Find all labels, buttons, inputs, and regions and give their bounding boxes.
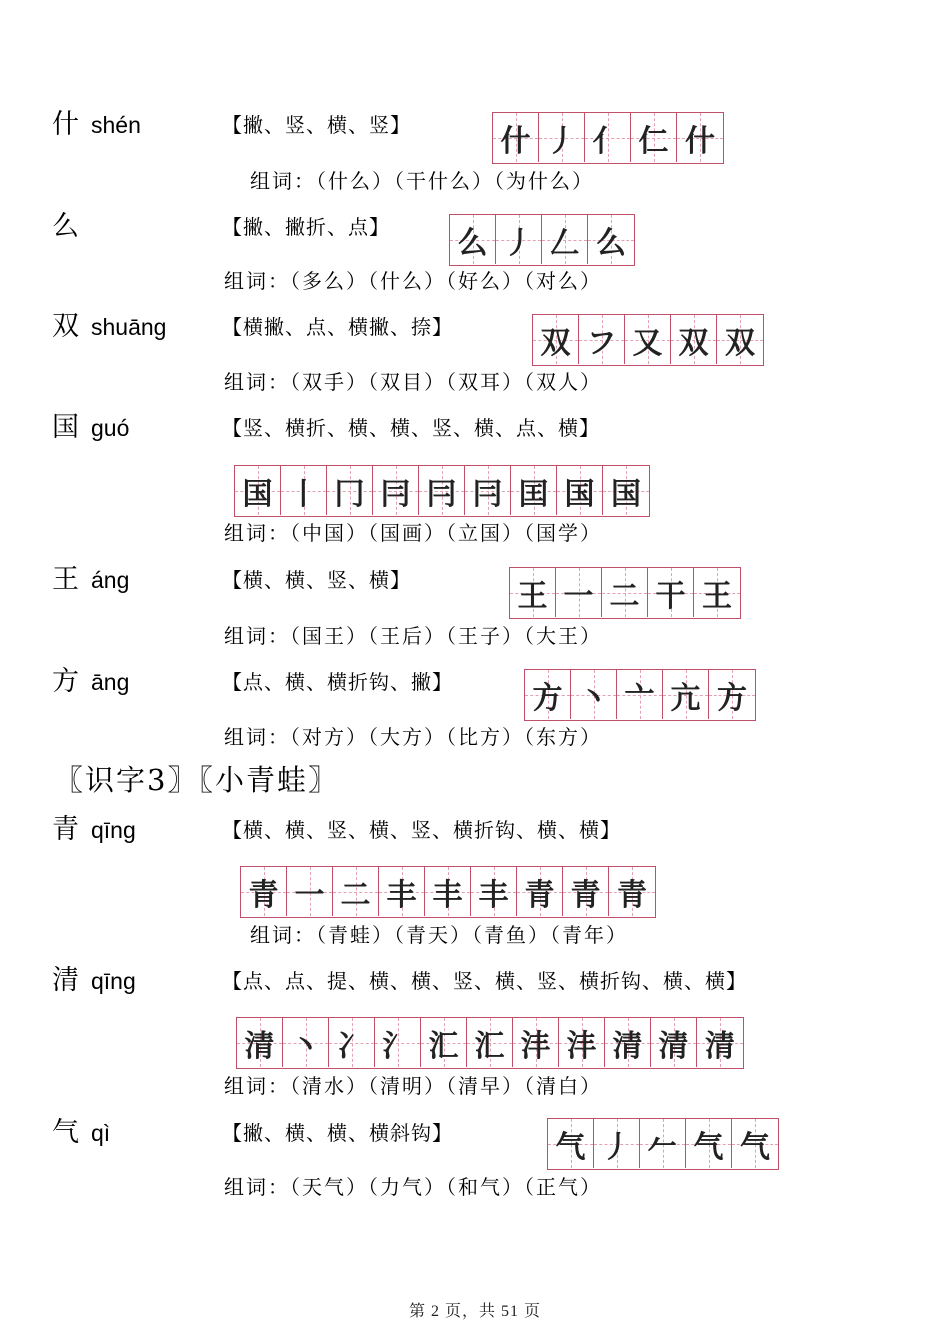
grid-cell-glyph: 丰 (386, 877, 417, 913)
grid-cell (533, 315, 579, 364)
stroke-grid (234, 465, 650, 517)
entry-char-me (52, 210, 91, 244)
grid-cell (686, 1119, 732, 1168)
grid-cell (496, 215, 542, 264)
grid-cell-glyph: 冂 (334, 476, 365, 512)
grid-cell-glyph: 清 (244, 1028, 275, 1064)
grid-cell (732, 1119, 778, 1168)
char-glyph: 方 (52, 666, 79, 697)
grid-cell (511, 466, 557, 515)
stroke-grid (547, 1118, 779, 1170)
entry-char-guo (52, 411, 129, 445)
grid-cell (373, 466, 419, 515)
grid-cell (421, 1018, 467, 1067)
grid-cell (450, 215, 496, 264)
char-pinyin: qīng (91, 817, 136, 843)
grid-cell-glyph: 丿 (546, 123, 577, 159)
grid-cell-glyph: 丨 (288, 476, 319, 512)
entry-char-fang (52, 665, 129, 699)
grid-cell (648, 568, 694, 617)
entry-char-qing-clear (52, 964, 136, 998)
grid-cell-glyph: 汇 (474, 1028, 505, 1064)
grid-cell (603, 466, 649, 515)
grid-cell (694, 568, 740, 617)
char-pinyin: shuāng (91, 314, 167, 340)
grid-cell-glyph: 丰 (478, 877, 509, 913)
grid-cell (237, 1018, 283, 1067)
grid-cell-glyph: 丰 (432, 877, 463, 913)
grid-cell-glyph: 双 (678, 325, 709, 361)
grid-cell (579, 315, 625, 364)
grid-cell (594, 1119, 640, 1168)
grid-cell (375, 1018, 421, 1067)
grid-cell-glyph: 双 (725, 325, 755, 361)
stroke-grid (532, 314, 764, 366)
grid-cell (548, 1119, 594, 1168)
grid-cell-glyph: 冃 (380, 476, 411, 512)
grid-cell (640, 1119, 686, 1168)
grid-cell (563, 867, 609, 916)
stroke-order: 【横、横、竖、横】 (222, 568, 411, 592)
grid-cell-glyph: 丶 (578, 680, 609, 716)
grid-cell-glyph: 氵 (382, 1028, 413, 1064)
grid-cell-glyph: 王 (702, 578, 732, 614)
word-list: 组词：（天气）（力气）（和气）（正气） (224, 1175, 602, 1199)
stroke-grid (524, 669, 756, 721)
stroke-grid (492, 112, 724, 164)
grid-cell (602, 568, 648, 617)
char-pinyin: guó (91, 415, 130, 441)
grid-cell-glyph: 气 (555, 1129, 586, 1165)
char-glyph: 青 (52, 814, 79, 845)
grid-cell-glyph: 沣 (520, 1028, 551, 1064)
grid-cell-glyph: 国 (564, 476, 595, 512)
grid-cell-glyph: 气 (740, 1129, 770, 1165)
entry-char-wang (52, 563, 129, 597)
word-list: 组词：（双手）（双目）（双耳）（双人） (224, 370, 602, 394)
grid-cell (631, 113, 677, 162)
grid-cell-glyph: 青 (524, 877, 555, 913)
grid-cell-glyph: フ (586, 325, 617, 361)
grid-cell-glyph: 亻 (592, 123, 623, 159)
char-glyph: 什 (52, 109, 79, 140)
grid-cell-glyph: 青 (570, 877, 601, 913)
grid-cell (517, 867, 563, 916)
char-glyph: 双 (52, 311, 79, 342)
word-list: 组词：（青蛙）（青天）（青鱼）（青年） (250, 923, 628, 947)
grid-cell-glyph: 囯 (518, 476, 549, 512)
grid-cell-glyph: 清 (612, 1028, 643, 1064)
grid-cell (617, 670, 663, 719)
grid-cell-glyph: 丿 (503, 225, 534, 261)
stroke-grid (236, 1017, 744, 1069)
word-list: 组词：（什么）（干什么）（为什么） (250, 169, 594, 193)
grid-cell-glyph: 二 (609, 578, 640, 614)
word-list: 组词：（国王）（王后）（王子）（大王） (224, 624, 602, 648)
grid-cell-glyph: 𠂉 (647, 1129, 678, 1165)
grid-cell-glyph: 么 (457, 225, 488, 261)
stroke-order: 【撇、竖、横、竖】 (222, 113, 411, 137)
grid-cell (556, 568, 602, 617)
grid-cell-glyph: 方 (532, 680, 563, 716)
grid-cell (329, 1018, 375, 1067)
char-pinyin: qì (91, 1120, 111, 1146)
grid-cell-glyph: 仁 (638, 123, 669, 159)
grid-cell-glyph: 么 (596, 225, 626, 261)
stroke-order: 【竖、横折、横、横、竖、横、点、横】 (222, 416, 600, 440)
grid-cell (677, 113, 723, 162)
word-list: 组词：（多么）（什么）（好么）（对么） (224, 269, 602, 293)
grid-cell-glyph: 二 (340, 877, 371, 913)
grid-cell-glyph: 王 (517, 578, 548, 614)
grid-cell-glyph: 冫 (336, 1028, 367, 1064)
grid-cell-glyph: 干 (655, 578, 686, 614)
char-pinyin: shén (91, 112, 141, 138)
grid-cell (585, 113, 631, 162)
grid-cell (697, 1018, 743, 1067)
char-pinyin: áng (91, 567, 130, 593)
grid-cell-glyph: 清 (658, 1028, 689, 1064)
grid-cell (241, 867, 287, 916)
grid-cell-glyph: 什 (500, 123, 531, 159)
grid-cell (625, 315, 671, 364)
grid-cell-glyph: 冃 (472, 476, 503, 512)
grid-cell (542, 215, 588, 264)
grid-cell (525, 670, 571, 719)
grid-cell-glyph: 双 (540, 325, 571, 361)
char-pinyin: āng (91, 669, 130, 695)
grid-cell (465, 466, 511, 515)
word-list: 组词：（清水）（清明）（清早）（清白） (224, 1074, 602, 1098)
grid-cell (283, 1018, 329, 1067)
stroke-grid (509, 567, 741, 619)
grid-cell-glyph: 汇 (428, 1028, 459, 1064)
grid-cell (281, 466, 327, 515)
grid-cell (419, 466, 465, 515)
entry-char-shuang (52, 310, 166, 344)
grid-cell (709, 670, 755, 719)
char-glyph: 么 (52, 211, 79, 242)
char-glyph: 清 (52, 965, 79, 996)
grid-cell-glyph: 国 (242, 476, 273, 512)
grid-cell (513, 1018, 559, 1067)
grid-cell (663, 670, 709, 719)
stroke-order: 【横、横、竖、横、竖、横折钩、横、横】 (222, 818, 621, 842)
stroke-order: 【撇、横、横、横斜钩】 (222, 1121, 453, 1145)
grid-cell-glyph: 亢 (670, 680, 701, 716)
entry-char-shen (52, 108, 141, 142)
grid-cell-glyph: 一 (563, 578, 594, 614)
grid-cell (557, 466, 603, 515)
grid-cell (651, 1018, 697, 1067)
grid-cell-glyph: 丿 (601, 1129, 632, 1165)
grid-cell-glyph: 青 (248, 877, 279, 913)
grid-cell (609, 867, 655, 916)
page-number: 第 2 页，共 51 页 (408, 1303, 541, 1320)
grid-cell (467, 1018, 513, 1067)
stroke-grid (449, 214, 635, 266)
stroke-order: 【点、点、提、横、横、竖、横、竖、横折钩、横、横】 (222, 969, 747, 993)
grid-cell (493, 113, 539, 162)
char-glyph: 王 (52, 564, 79, 595)
char-glyph: 国 (52, 412, 79, 443)
grid-cell (425, 867, 471, 916)
entry-char-qing (52, 813, 136, 847)
grid-cell-glyph: 一 (294, 877, 325, 913)
grid-cell (327, 466, 373, 515)
grid-cell-glyph: 国 (611, 476, 641, 512)
entry-char-qi (52, 1116, 110, 1150)
grid-cell-glyph: 沣 (566, 1028, 597, 1064)
grid-cell-glyph: 𠃋 (549, 225, 580, 261)
grid-cell (539, 113, 585, 162)
grid-cell-glyph: 方 (717, 680, 747, 716)
stroke-order: 【撇、撇折、点】 (222, 215, 390, 239)
char-pinyin: qīng (91, 968, 136, 994)
grid-cell-glyph: 又 (632, 325, 663, 361)
stroke-order: 【横撇、点、横撇、捺】 (222, 315, 453, 339)
word-list: 组词：（对方）（大方）（比方）（东方） (224, 725, 602, 749)
grid-cell-glyph: 什 (685, 123, 715, 159)
grid-cell (235, 466, 281, 515)
grid-cell (559, 1018, 605, 1067)
section-title: 〖识字3〗〖小青蛙〗 (54, 763, 339, 797)
grid-cell (287, 867, 333, 916)
grid-cell (605, 1018, 651, 1067)
char-glyph: 气 (52, 1117, 79, 1148)
grid-cell (571, 670, 617, 719)
grid-cell-glyph: 亠 (624, 680, 655, 716)
grid-cell (510, 568, 556, 617)
grid-cell-glyph: 气 (693, 1129, 724, 1165)
grid-cell (379, 867, 425, 916)
grid-cell (333, 867, 379, 916)
grid-cell-glyph: 冃 (426, 476, 457, 512)
stroke-order: 【点、横、横折钩、撇】 (222, 670, 453, 694)
grid-cell (671, 315, 717, 364)
grid-cell (588, 215, 634, 264)
grid-cell (471, 867, 517, 916)
stroke-grid (240, 866, 656, 918)
word-list: 组词：（中国）（国画）（立国）（国学） (224, 521, 602, 545)
grid-cell-glyph: 丶 (290, 1028, 321, 1064)
grid-cell-glyph: 清 (705, 1028, 735, 1064)
grid-cell-glyph: 青 (617, 877, 647, 913)
grid-cell (717, 315, 763, 364)
